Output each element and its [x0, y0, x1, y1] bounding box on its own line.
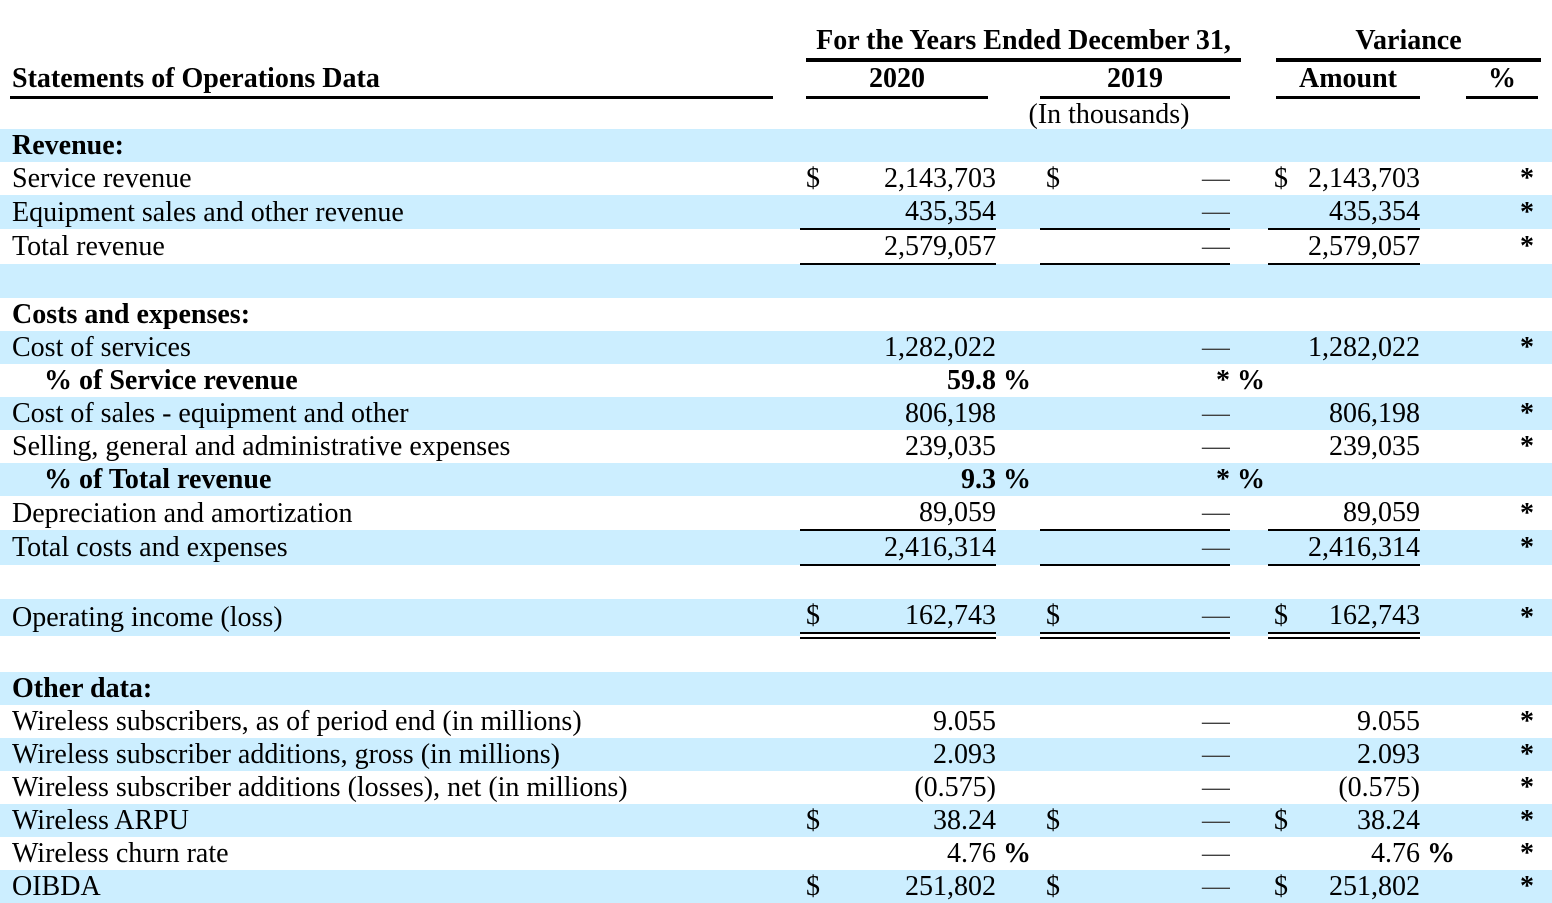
cell-d3 [1268, 705, 1304, 738]
cell-d2 [1040, 496, 1076, 530]
table-row [0, 162, 1552, 195]
cell-d1 [800, 705, 836, 738]
cell-pct [1462, 565, 1552, 599]
cell-v3 [1304, 264, 1420, 298]
cell-s1 [996, 496, 1040, 530]
cell-s2 [1230, 430, 1268, 463]
cell-v2: * [1216, 464, 1230, 495]
header-gap [996, 62, 1040, 99]
cell-d2 [1040, 705, 1076, 738]
cell-d1 [800, 496, 836, 530]
cell-s1 [996, 636, 1040, 673]
cell-s1 [996, 738, 1040, 771]
cell-s3 [1420, 530, 1462, 565]
cell-d2 [1040, 430, 1076, 463]
cell-d1 [800, 530, 836, 565]
cell-s2 [1230, 705, 1268, 738]
cell-s3 [1420, 771, 1462, 804]
spacer-row [0, 565, 1552, 599]
cell-d3 [1268, 264, 1304, 298]
table-row [0, 298, 1552, 331]
cell-s2 [1230, 870, 1268, 903]
cell-d1 [800, 837, 836, 870]
cell-pct: * [1520, 332, 1535, 363]
row-label: Wireless subscribers, as of period end (in millions) [12, 706, 582, 737]
row-label: Wireless ARPU [12, 805, 189, 836]
cell-v1: (0.575) [914, 772, 996, 803]
cell-d3 [1268, 496, 1304, 530]
units-row [0, 99, 1552, 129]
spacer-row [0, 636, 1552, 673]
cell-d2: $ [1046, 805, 1060, 836]
cell-v2: — [1076, 496, 1230, 530]
cell-d1 [800, 129, 836, 162]
cell-v3 [1304, 463, 1420, 496]
cell-v3: 4.76 [1371, 838, 1420, 869]
page-title: Statements of Operations Data [10, 62, 773, 99]
cell-v2 [1076, 264, 1230, 298]
cell-d3 [1268, 298, 1304, 331]
cell-v1: 2.093 [933, 739, 996, 770]
cell-d2 [1040, 636, 1076, 673]
cell-d3 [1268, 430, 1304, 463]
years-group-cell [800, 12, 1268, 62]
row-label [0, 565, 800, 599]
cell-v2: — [1202, 332, 1230, 363]
table-row [0, 430, 1552, 463]
header-gap [1420, 62, 1462, 99]
cell-v2: — [1076, 530, 1230, 565]
cell-s2 [1230, 530, 1268, 565]
cell-d2 [1040, 298, 1076, 331]
variance-group-heading: Variance [1276, 24, 1541, 62]
cell-s1 [996, 129, 1040, 162]
table-title-cell [0, 62, 800, 99]
cell-s3 [1420, 636, 1462, 673]
row-label: Service revenue [12, 163, 192, 194]
cell-pct [1462, 636, 1552, 673]
cell-v2: — [1202, 805, 1230, 836]
cell-d1: $ [806, 871, 820, 902]
cell-pct: * [1520, 532, 1535, 563]
cell-v3 [1304, 636, 1420, 673]
cell-s1 [996, 870, 1040, 903]
cell-v1: 162,743 [836, 599, 996, 636]
cell-s3 [1420, 364, 1462, 397]
cell-d2 [1040, 565, 1076, 599]
cell-s3 [1420, 298, 1462, 331]
table-row [0, 397, 1552, 430]
cell-s1: % [1003, 838, 1031, 869]
row-label: Cost of services [12, 332, 191, 363]
cell-d1 [800, 397, 836, 430]
table-body [0, 129, 1552, 903]
cell-d3 [1268, 463, 1304, 496]
cell-s3 [1420, 430, 1462, 463]
row-label: OIBDA [12, 871, 101, 902]
cell-v1: 4.76 [947, 838, 996, 869]
cell-d1 [800, 298, 836, 331]
row-label: Wireless churn rate [12, 838, 229, 869]
cell-d1 [800, 636, 836, 673]
cell-s2 [1230, 837, 1268, 870]
cell-d3 [1268, 672, 1304, 705]
cell-s2 [1230, 496, 1268, 530]
row-label: Costs and expenses: [12, 299, 251, 330]
cell-v3: 2,143,703 [1308, 163, 1420, 194]
row-label: % of Service revenue [44, 365, 298, 396]
cell-d1 [800, 771, 836, 804]
cell-v1: 435,354 [836, 195, 996, 229]
cell-v1 [836, 565, 996, 599]
cell-s1 [996, 298, 1040, 331]
cell-v1 [836, 672, 996, 705]
cell-d2 [1040, 463, 1076, 496]
cell-s3 [1420, 738, 1462, 771]
cell-d3 [1268, 195, 1304, 229]
units-spacer [1268, 99, 1552, 129]
cell-d2 [1040, 738, 1076, 771]
cell-d2 [1040, 530, 1076, 565]
cell-d3: $ [1268, 599, 1304, 636]
cell-d3 [1268, 530, 1304, 565]
table-row [0, 129, 1552, 162]
cell-v2: — [1076, 229, 1230, 264]
cell-d2 [1040, 837, 1076, 870]
cell-s1 [996, 195, 1040, 229]
cell-s3 [1420, 463, 1462, 496]
table-row [0, 229, 1552, 264]
years-group-heading: For the Years Ended December 31, [806, 24, 1241, 62]
cell-s1 [996, 705, 1040, 738]
cell-v2: — [1202, 871, 1230, 902]
column-header-percent: % [1462, 62, 1552, 99]
row-label: Other data: [12, 673, 153, 704]
cell-s3 [1420, 705, 1462, 738]
row-label: Total costs and expenses [12, 532, 288, 563]
header-columns-row [0, 62, 1552, 99]
cell-d2 [1040, 264, 1076, 298]
table-row [0, 530, 1552, 565]
cell-v1: 89,059 [836, 496, 996, 530]
cell-v2 [1076, 565, 1230, 599]
row-label [0, 264, 800, 298]
cell-s3 [1420, 331, 1462, 364]
cell-s2 [1230, 599, 1268, 636]
cell-s2 [1230, 331, 1268, 364]
cell-s3 [1420, 195, 1462, 229]
cell-pct: * [1520, 772, 1535, 803]
table-row [0, 837, 1552, 870]
cell-d1 [800, 364, 836, 397]
cell-d1 [800, 195, 836, 229]
cell-s1 [996, 771, 1040, 804]
cell-s2 [1230, 229, 1268, 264]
cell-d2 [1040, 771, 1076, 804]
cell-v1 [836, 264, 996, 298]
header-group-row [0, 12, 1552, 62]
cell-d3 [1268, 331, 1304, 364]
cell-s1 [996, 229, 1040, 264]
table-row [0, 331, 1552, 364]
cell-v2: — [1076, 195, 1230, 229]
cell-d3: $ [1274, 871, 1288, 902]
cell-s3: % [1427, 838, 1455, 869]
cell-v3: 1,282,022 [1308, 332, 1420, 363]
cell-s3 [1420, 804, 1462, 837]
cell-v1: 1,282,022 [884, 332, 996, 363]
row-label: Cost of sales - equipment and other [12, 398, 409, 429]
cell-d2 [1040, 331, 1076, 364]
cell-pct: * [1520, 739, 1535, 770]
cell-d1 [800, 229, 836, 264]
cell-s2: % [1237, 365, 1265, 396]
table-row [0, 870, 1552, 903]
variance-group-cell [1268, 12, 1552, 62]
cell-v1 [836, 636, 996, 673]
cell-d1 [800, 430, 836, 463]
table-row [0, 364, 1552, 397]
cell-d1 [800, 264, 836, 298]
cell-pct: * [1520, 196, 1535, 228]
column-header-2020: 2020 [800, 62, 996, 99]
cell-v1: 2,143,703 [884, 163, 996, 194]
cell-s2 [1230, 672, 1268, 705]
cell-s2 [1230, 636, 1268, 673]
cell-v2 [1076, 636, 1230, 673]
cell-v3 [1304, 672, 1420, 705]
row-label: Revenue: [12, 130, 124, 161]
cell-s3 [1420, 397, 1462, 430]
cell-v1: 9.055 [933, 706, 996, 737]
cell-v2: — [1202, 739, 1230, 770]
row-label: % of Total revenue [44, 464, 272, 495]
header-gap [1230, 62, 1268, 99]
row-label: Operating income (loss) [12, 601, 283, 633]
cell-s2 [1230, 565, 1268, 599]
table-row [0, 804, 1552, 837]
cell-v2: — [1202, 163, 1230, 194]
cell-d1 [800, 738, 836, 771]
cell-s3 [1420, 162, 1462, 195]
cell-d3 [1268, 229, 1304, 264]
cell-v1: 806,198 [905, 398, 996, 429]
cell-s2 [1230, 298, 1268, 331]
cell-pct [1462, 364, 1552, 397]
cell-v1: 2,579,057 [836, 229, 996, 264]
cell-v3: (0.575) [1338, 772, 1420, 803]
cell-pct: * [1520, 231, 1535, 262]
cell-s3 [1420, 672, 1462, 705]
cell-d1: $ [800, 599, 836, 636]
cell-pct: * [1520, 838, 1535, 869]
cell-v3: 162,743 [1304, 599, 1420, 636]
cell-v1 [836, 298, 996, 331]
cell-s2 [1230, 162, 1268, 195]
cell-v1: 239,035 [905, 431, 996, 462]
cell-d3 [1268, 565, 1304, 599]
cell-pct: * [1520, 163, 1535, 194]
units-note: (In thousands) [1028, 99, 1190, 130]
cell-d3 [1268, 738, 1304, 771]
cell-d3 [1268, 636, 1304, 673]
cell-d1 [800, 331, 836, 364]
cell-s1: % [1003, 464, 1031, 495]
row-label: Wireless subscriber additions, gross (in millions) [12, 739, 560, 770]
row-label: Selling, general and administrative expenses [12, 431, 511, 462]
cell-pct: * [1520, 805, 1535, 836]
cell-pct [1462, 264, 1552, 298]
cell-d2 [1040, 672, 1076, 705]
cell-d3: $ [1274, 805, 1288, 836]
row-label: Wireless subscriber additions (losses), net (in millions) [12, 772, 628, 803]
cell-s3 [1420, 870, 1462, 903]
cell-d2 [1040, 229, 1076, 264]
cell-s3 [1420, 565, 1462, 599]
table-row [0, 771, 1552, 804]
cell-s1 [996, 672, 1040, 705]
cell-s2 [1230, 195, 1268, 229]
cell-d3 [1268, 837, 1304, 870]
row-label: Equipment sales and other revenue [12, 196, 404, 228]
cell-v1: 2,416,314 [836, 530, 996, 565]
cell-s2 [1230, 804, 1268, 837]
cell-v3 [1304, 565, 1420, 599]
table-row [0, 599, 1552, 636]
cell-v1: 9.3 [961, 464, 996, 495]
cell-v3: 239,035 [1329, 431, 1420, 462]
cell-d1: $ [806, 805, 820, 836]
cell-v3: 89,059 [1304, 496, 1420, 530]
cell-d2 [1040, 364, 1076, 397]
cell-v3: 806,198 [1329, 398, 1420, 429]
cell-d2: $ [1040, 599, 1076, 636]
cell-d3 [1268, 397, 1304, 430]
cell-s1 [996, 804, 1040, 837]
header-spacer [0, 12, 800, 62]
cell-v3: 435,354 [1304, 195, 1420, 229]
cell-pct: * [1520, 398, 1535, 429]
cell-s1 [996, 565, 1040, 599]
cell-d1: $ [806, 163, 820, 194]
cell-pct: * [1520, 871, 1535, 902]
cell-v2: * [1216, 365, 1230, 396]
table-row [0, 738, 1552, 771]
cell-v2 [1076, 129, 1230, 162]
cell-d2 [1040, 195, 1076, 229]
units-spacer [0, 99, 800, 129]
cell-s1 [996, 530, 1040, 565]
cell-v2: — [1202, 706, 1230, 737]
cell-d3 [1268, 129, 1304, 162]
table-header [0, 12, 1552, 129]
cell-pct [1462, 672, 1552, 705]
row-label: Depreciation and amortization [12, 497, 353, 529]
cell-d3 [1268, 771, 1304, 804]
cell-v2: — [1202, 838, 1230, 869]
cell-pct [1462, 298, 1552, 331]
cell-v2 [1076, 298, 1230, 331]
cell-s2 [1230, 264, 1268, 298]
cell-v3: 38.24 [1357, 805, 1420, 836]
table-row [0, 705, 1552, 738]
cell-pct [1462, 463, 1552, 496]
cell-v3 [1304, 364, 1420, 397]
cell-s1 [996, 430, 1040, 463]
cell-v2: — [1202, 398, 1230, 429]
column-header-2019: 2019 [1040, 62, 1230, 99]
cell-v1 [836, 129, 996, 162]
cell-v1: 59.8 [947, 365, 996, 396]
cell-s2 [1230, 771, 1268, 804]
cell-s3 [1420, 129, 1462, 162]
row-label: Total revenue [12, 231, 165, 262]
cell-pct: * [1520, 706, 1535, 737]
cell-v2 [1076, 672, 1230, 705]
cell-v3 [1304, 298, 1420, 331]
cell-pct [1462, 129, 1552, 162]
cell-v3: 9.055 [1357, 706, 1420, 737]
cell-v2: — [1202, 772, 1230, 803]
cell-v3: 2.093 [1357, 739, 1420, 770]
table-row [0, 496, 1552, 530]
cell-v3: 251,802 [1329, 871, 1420, 902]
cell-s3 [1420, 599, 1462, 636]
cell-v3: 2,579,057 [1304, 229, 1420, 264]
cell-v3: 2,416,314 [1304, 530, 1420, 565]
cell-s2 [1230, 397, 1268, 430]
cell-s2: % [1237, 464, 1265, 495]
cell-d1 [800, 463, 836, 496]
cell-d2 [1040, 129, 1076, 162]
cell-v1: 38.24 [933, 805, 996, 836]
cell-s1 [996, 397, 1040, 430]
financial-table [0, 12, 1552, 903]
cell-d3: $ [1274, 163, 1288, 194]
cell-d2 [1040, 397, 1076, 430]
cell-s1 [996, 162, 1040, 195]
cell-v2: — [1076, 599, 1230, 636]
cell-s3 [1420, 229, 1462, 264]
cell-s1 [996, 599, 1040, 636]
cell-pct: * [1520, 601, 1535, 633]
cell-d2: $ [1046, 871, 1060, 902]
row-label [0, 636, 800, 673]
cell-v1: 251,802 [905, 871, 996, 902]
cell-pct: * [1520, 497, 1535, 529]
cell-v3 [1304, 129, 1420, 162]
cell-d1 [800, 565, 836, 599]
spacer-row [0, 264, 1552, 298]
cell-s1 [996, 264, 1040, 298]
cell-s1 [996, 331, 1040, 364]
table-row [0, 672, 1552, 705]
cell-s3 [1420, 496, 1462, 530]
cell-s2 [1230, 129, 1268, 162]
cell-d1 [800, 672, 836, 705]
cell-s2 [1230, 738, 1268, 771]
cell-d2: $ [1046, 163, 1060, 194]
cell-v2: — [1202, 431, 1230, 462]
cell-d3 [1268, 364, 1304, 397]
cell-s3 [1420, 264, 1462, 298]
column-header-amount: Amount [1268, 62, 1420, 99]
cell-s1: % [1003, 365, 1031, 396]
table-row [0, 195, 1552, 229]
cell-pct: * [1520, 431, 1535, 462]
table-row [0, 463, 1552, 496]
